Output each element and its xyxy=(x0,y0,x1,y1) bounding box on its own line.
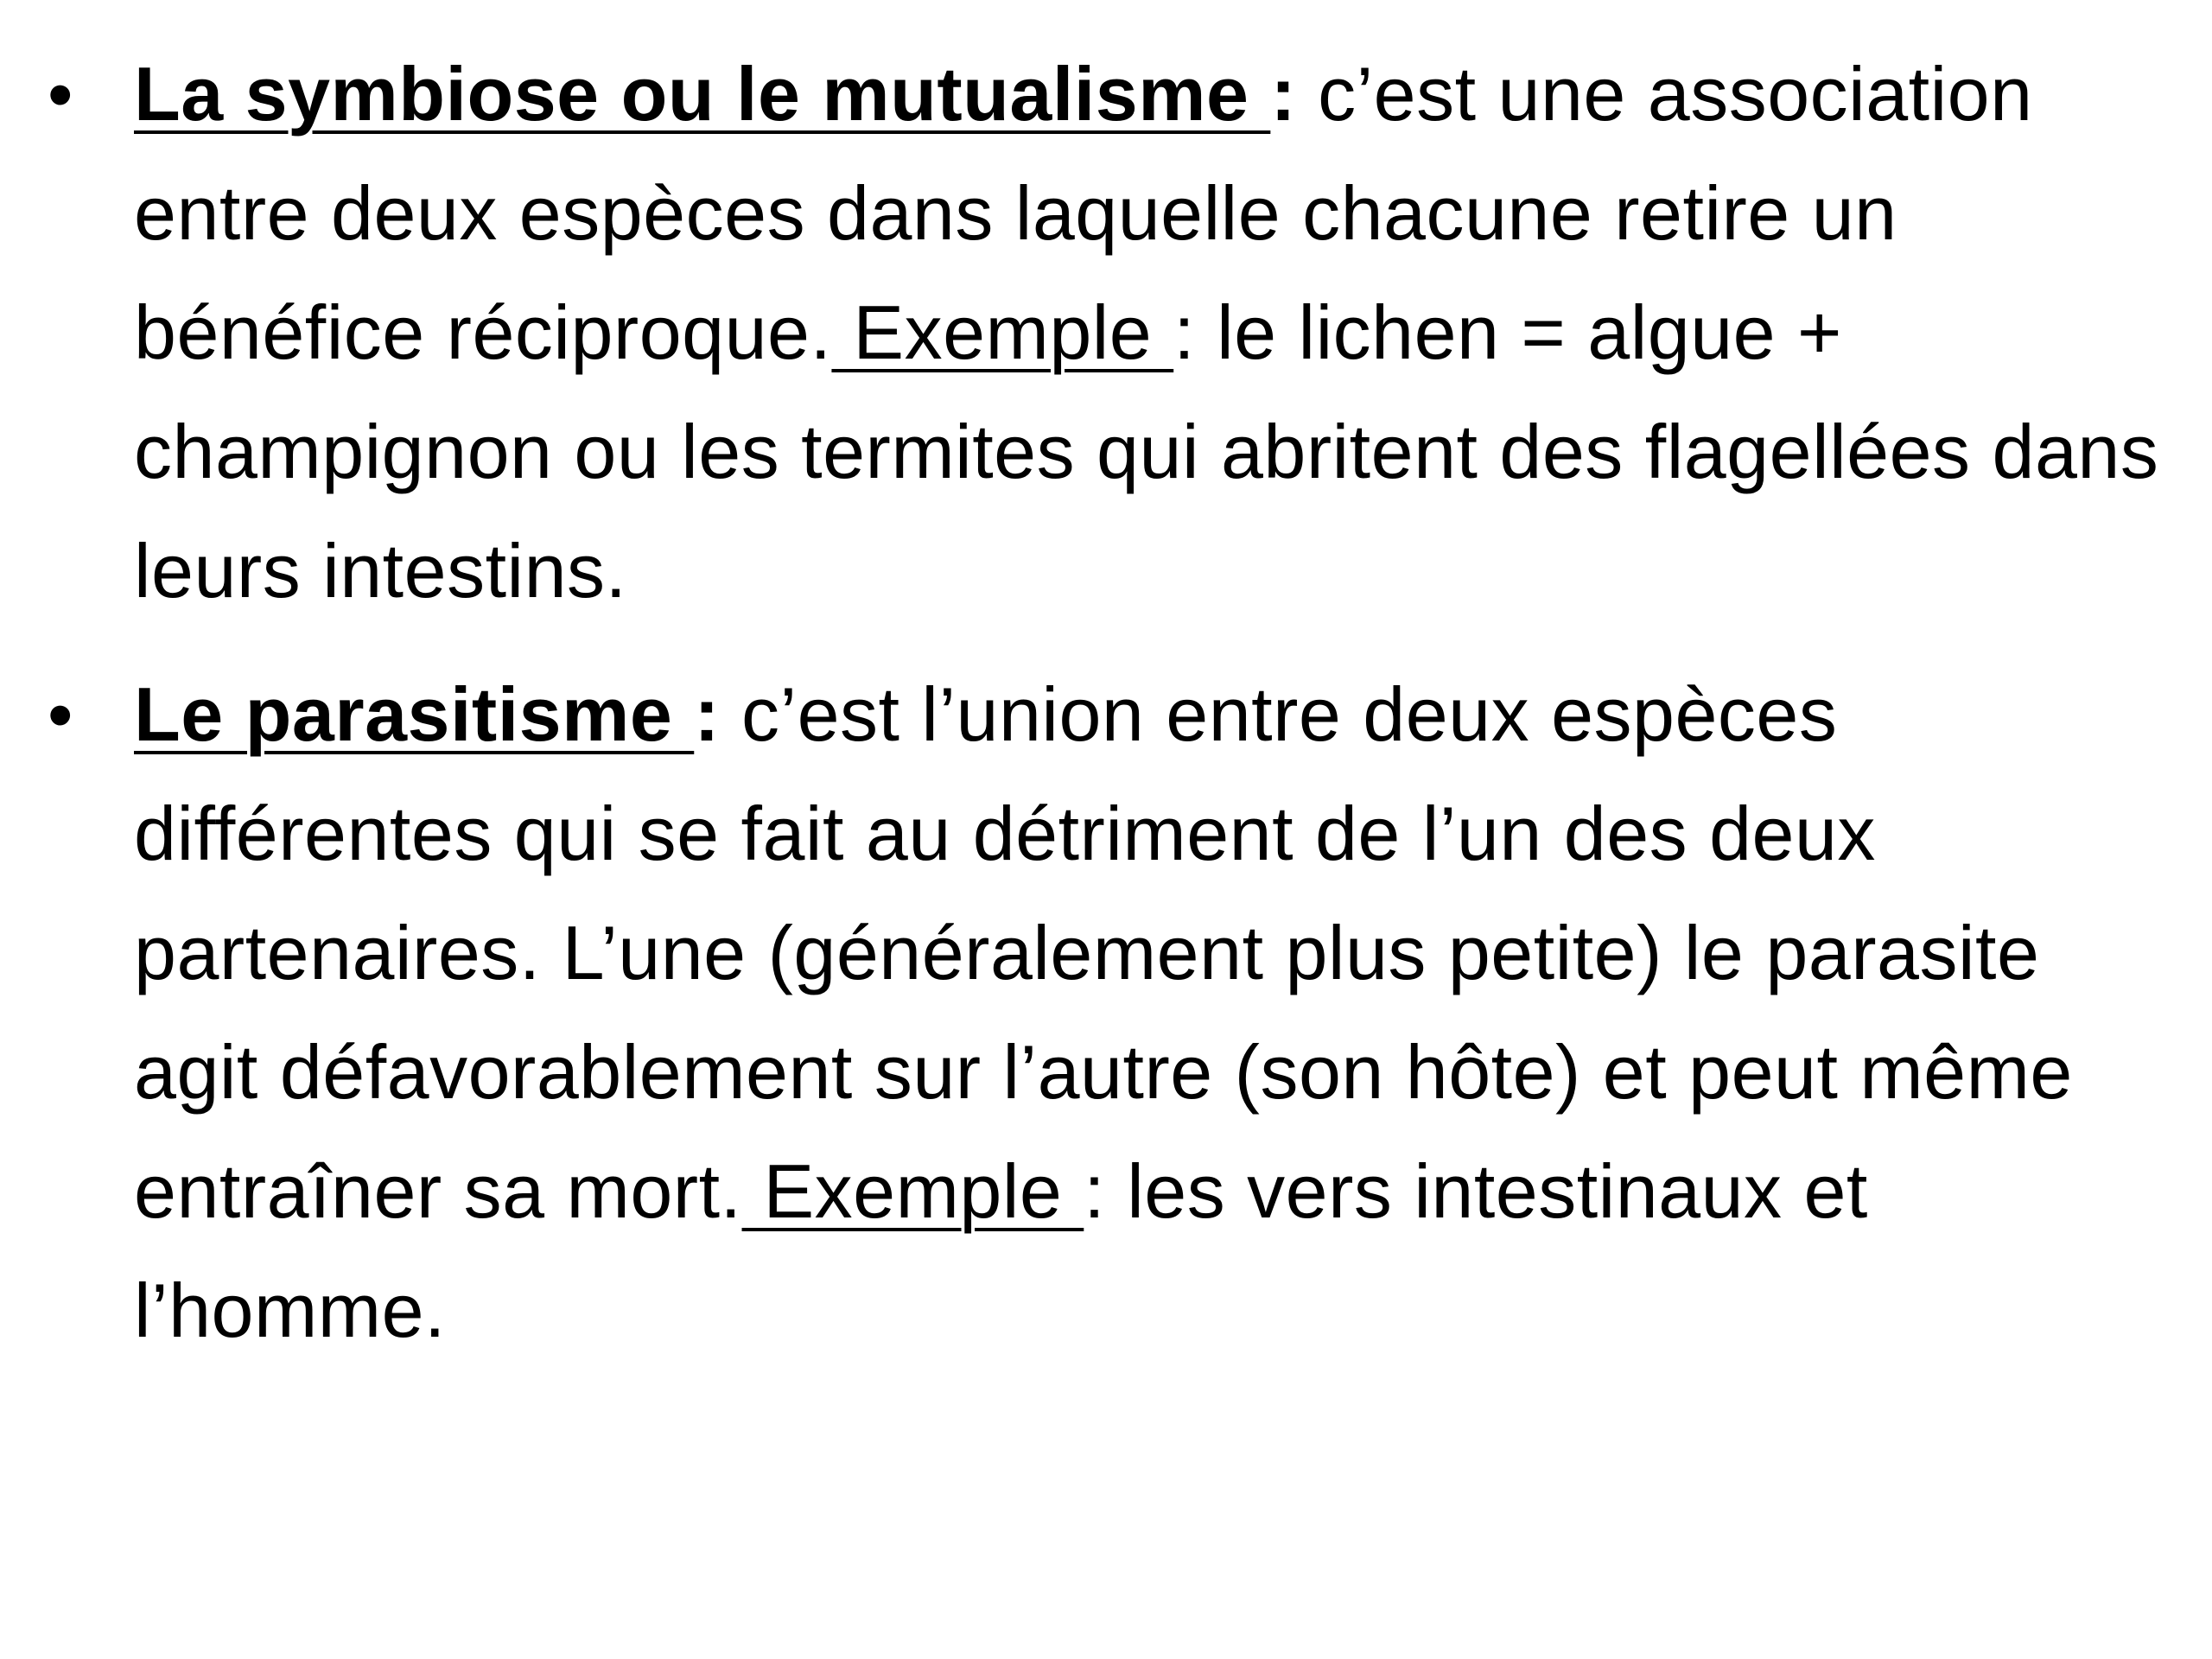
bullet-item-parasitisme xyxy=(48,655,2173,1370)
example-label: Exemple xyxy=(741,1148,1084,1234)
term-parasitisme: Le parasitisme xyxy=(134,671,695,757)
example-text-parasitisme: : les vers intestinaux et l’homme. xyxy=(134,1148,1868,1353)
definition-symbiose: c’est une association entre deux espèces dans laquelle chacune retire un bénéfice réciproque. xyxy=(134,51,2033,375)
term-colon: : xyxy=(1270,51,1297,137)
bullet-item-symbiose xyxy=(48,35,2173,631)
bullet-icon: • xyxy=(48,54,73,135)
term-colon: : xyxy=(694,671,721,757)
example-text-symbiose: : le lichen = algue + champignon ou les termites qui abritent des flagellées dans leurs intestins. xyxy=(134,289,2159,613)
example-label: Exemple xyxy=(831,289,1174,375)
term-symbiose: La symbiose ou le mutualisme xyxy=(134,51,1271,137)
definition-parasitisme: c’est l’union entre deux espèces différentes qui se fait au détriment de l’un des deux partenaires. L’une (généralement plus petite) le parasite agit défavorablement sur l’autre (son hôte) et peut même entraîner sa mort. xyxy=(134,671,2073,1234)
bullet-list xyxy=(48,35,2173,1395)
bullet-icon: • xyxy=(48,674,73,755)
